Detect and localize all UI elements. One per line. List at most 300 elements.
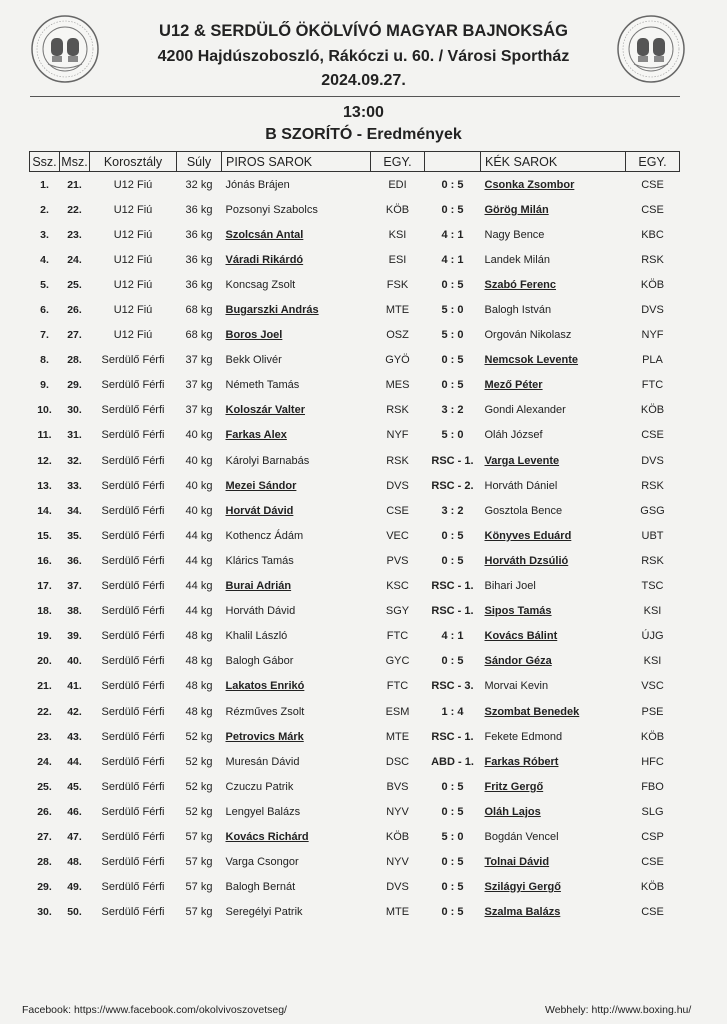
- row-age-class: Serdülő Férfi: [101, 504, 165, 517]
- red-corner-club: KÖB: [385, 203, 410, 216]
- row-msz: 36.: [67, 554, 82, 567]
- table-row: [30, 649, 680, 674]
- blue-corner-club: RSK: [641, 554, 664, 567]
- bout-result: 0 : 5: [441, 906, 464, 919]
- blue-corner-club: KÖB: [640, 404, 665, 417]
- table-row: [30, 774, 680, 799]
- row-age-class: Serdülő Férfi: [101, 554, 165, 567]
- table-header-row: [30, 152, 680, 172]
- row-age-class: Serdülő Férfi: [101, 805, 165, 818]
- row-msz: 25.: [67, 278, 82, 291]
- bout-result: 4 : 1: [441, 253, 464, 266]
- row-age-class: Serdülő Férfi: [101, 856, 165, 869]
- blue-corner-name: Gondi Alexander: [484, 404, 566, 417]
- red-corner-name: Czuczu Patrik: [225, 780, 294, 793]
- row-age-class: Serdülő Férfi: [101, 379, 165, 392]
- red-corner-name: Bekk Olivér: [225, 354, 282, 367]
- row-ssz: 14.: [37, 504, 52, 517]
- col-age: Korosztály: [90, 152, 177, 172]
- bout-result: 0 : 5: [441, 881, 464, 894]
- row-weight: 40 kg: [185, 454, 213, 467]
- red-corner-name: Lengyel Balázs: [225, 805, 301, 818]
- blue-corner-name: Szabó Ferenc: [484, 278, 557, 291]
- table-row: [30, 197, 680, 222]
- blue-corner-name: Horváth Dániel: [484, 479, 558, 492]
- row-weight: 52 kg: [185, 730, 213, 743]
- red-corner-name: Rézműves Zsolt: [225, 705, 305, 718]
- red-corner-club: MTE: [385, 304, 410, 317]
- row-msz: 40.: [67, 655, 82, 668]
- blue-corner-club: ÚJG: [641, 630, 664, 643]
- red-corner-name: Lakatos Enrikó: [225, 680, 305, 693]
- row-weight: 37 kg: [185, 354, 213, 367]
- blue-corner-club: KÖB: [640, 278, 665, 291]
- red-corner-club: RSK: [386, 454, 409, 467]
- red-corner-club: EDI: [388, 178, 407, 191]
- row-weight: 40 kg: [185, 504, 213, 517]
- blue-corner-name: Mező Péter: [484, 379, 543, 392]
- bout-result: 0 : 5: [441, 805, 464, 818]
- red-corner-club: BVS: [386, 780, 409, 793]
- row-ssz: 26.: [37, 805, 52, 818]
- row-msz: 46.: [67, 805, 82, 818]
- row-ssz: 23.: [37, 730, 52, 743]
- bout-result: 0 : 5: [441, 655, 464, 668]
- row-msz: 38.: [67, 605, 82, 618]
- row-age-class: Serdülő Férfi: [101, 630, 165, 643]
- col-weight: Súly: [177, 152, 222, 172]
- blue-corner-club: PLA: [642, 354, 663, 367]
- red-corner-name: Horvát Dávid: [225, 504, 294, 517]
- row-msz: 30.: [67, 404, 82, 417]
- row-ssz: 25.: [37, 780, 52, 793]
- bout-result: 0 : 5: [441, 379, 464, 392]
- row-age-class: Serdülő Férfi: [101, 404, 165, 417]
- bout-result: RSC - 3.: [431, 680, 474, 693]
- red-corner-name: Kothencz Ádám: [225, 529, 304, 542]
- red-corner-name: Szolcsán Antal: [225, 228, 304, 241]
- blue-corner-name: Kovács Bálint: [484, 630, 558, 643]
- blue-corner-name: Tolnai Dávid: [484, 856, 550, 869]
- red-corner-club: NYF: [386, 429, 409, 442]
- table-row: [30, 674, 680, 699]
- blue-corner-name: Balogh István: [484, 304, 552, 317]
- row-age-class: U12 Fiú: [113, 304, 153, 317]
- red-corner-club: KSC: [386, 580, 409, 593]
- blue-corner-club: KSI: [643, 605, 662, 618]
- venue-address: 4200 Hajdúszoboszló, Rákóczi u. 60. / Városi Sportház: [157, 48, 570, 65]
- blue-corner-club: KSI: [643, 655, 662, 668]
- row-msz: 26.: [67, 304, 82, 317]
- table-row: [30, 699, 680, 724]
- blue-corner-name: Görög Milán: [484, 203, 549, 216]
- row-ssz: 12.: [37, 454, 52, 467]
- red-corner-name: Horváth Dávid: [225, 605, 296, 618]
- row-weight: 37 kg: [185, 404, 213, 417]
- row-age-class: U12 Fiú: [113, 253, 153, 266]
- row-weight: 40 kg: [185, 429, 213, 442]
- row-msz: 27.: [67, 329, 82, 342]
- red-corner-name: Kovács Richárd: [225, 830, 309, 843]
- row-weight: 36 kg: [185, 278, 213, 291]
- red-corner-name: Muresán Dávid: [225, 755, 300, 768]
- blue-corner-name: Oláh Lajos: [484, 805, 541, 818]
- row-ssz: 10.: [37, 404, 52, 417]
- row-msz: 28.: [67, 354, 82, 367]
- row-msz: 49.: [67, 881, 82, 894]
- row-ssz: 29.: [37, 881, 52, 894]
- row-age-class: Serdülő Férfi: [101, 881, 165, 894]
- red-corner-club: SGY: [385, 605, 410, 618]
- table-row: [30, 498, 680, 523]
- blue-corner-name: Oláh József: [484, 429, 543, 442]
- row-ssz: 17.: [37, 580, 52, 593]
- blue-corner-club: CSE: [641, 429, 664, 442]
- red-corner-club: PVS: [386, 554, 409, 567]
- row-msz: 45.: [67, 780, 82, 793]
- col-ssz: Ssz.: [30, 152, 60, 172]
- blue-corner-club: NYF: [641, 329, 664, 342]
- blue-corner-club: CSE: [641, 203, 664, 216]
- red-corner-name: Koncsag Zsolt: [225, 278, 296, 291]
- table-row: [30, 222, 680, 247]
- bout-result: 4 : 1: [441, 630, 464, 643]
- table-row: [30, 900, 680, 925]
- red-corner-name: Németh Tamás: [225, 379, 300, 392]
- row-ssz: 6.: [40, 304, 49, 317]
- red-corner-club: KÖB: [385, 830, 410, 843]
- red-corner-name: Balogh Gábor: [225, 655, 294, 668]
- blue-corner-club: SLG: [641, 805, 664, 818]
- row-weight: 57 kg: [185, 881, 213, 894]
- row-ssz: 16.: [37, 554, 52, 567]
- blue-corner-club: GSG: [640, 504, 665, 517]
- table-row: [30, 272, 680, 297]
- row-msz: 22.: [67, 203, 82, 216]
- red-corner-club: GYÖ: [385, 354, 410, 367]
- bout-result: ABD - 1.: [431, 755, 474, 768]
- bout-result: 0 : 5: [441, 203, 464, 216]
- event-date: 2024.09.27.: [321, 72, 406, 89]
- row-ssz: 27.: [37, 830, 52, 843]
- col-blue-club: EGY.: [626, 152, 680, 172]
- bout-result: 0 : 5: [441, 780, 464, 793]
- row-weight: 36 kg: [185, 203, 213, 216]
- bout-result: RSC - 2.: [431, 479, 474, 492]
- row-ssz: 1.: [40, 178, 49, 191]
- red-corner-name: Khalil László: [225, 630, 288, 643]
- row-msz: 35.: [67, 529, 82, 542]
- blue-corner-club: TSC: [641, 580, 664, 593]
- blue-corner-club: RSK: [641, 479, 664, 492]
- row-age-class: Serdülő Férfi: [101, 454, 165, 467]
- bout-result: 4 : 1: [441, 228, 464, 241]
- bout-result: 0 : 5: [441, 856, 464, 869]
- bout-result: 5 : 0: [441, 429, 464, 442]
- blue-corner-name: Gosztola Bence: [484, 504, 563, 517]
- row-age-class: U12 Fiú: [113, 329, 153, 342]
- table-row: [30, 624, 680, 649]
- blue-corner-club: DVS: [641, 304, 664, 317]
- row-ssz: 9.: [40, 379, 49, 392]
- row-weight: 36 kg: [185, 253, 213, 266]
- blue-corner-name: Szilágyi Gergő: [484, 881, 561, 894]
- row-age-class: Serdülő Férfi: [101, 479, 165, 492]
- row-ssz: 8.: [40, 354, 49, 367]
- table-row: [30, 373, 680, 398]
- bout-result: 0 : 5: [441, 354, 464, 367]
- row-age-class: Serdülő Férfi: [101, 906, 165, 919]
- row-msz: 24.: [67, 253, 82, 266]
- row-ssz: 2.: [40, 203, 49, 216]
- blue-corner-club: CSP: [641, 830, 664, 843]
- red-corner-name: Károlyi Barnabás: [225, 454, 310, 467]
- table-row: [30, 423, 680, 448]
- bout-result: 5 : 0: [441, 329, 464, 342]
- blue-corner-club: UBT: [641, 529, 664, 542]
- red-corner-club: FTC: [386, 630, 409, 643]
- row-weight: 44 kg: [185, 529, 213, 542]
- table-row: [30, 824, 680, 849]
- bout-result: 1 : 4: [441, 705, 464, 718]
- row-msz: 41.: [67, 680, 82, 693]
- col-msz: Msz.: [60, 152, 90, 172]
- blue-corner-name: Varga Levente: [484, 454, 560, 467]
- row-weight: 48 kg: [185, 705, 213, 718]
- row-msz: 37.: [67, 580, 82, 593]
- blue-corner-name: Fekete Edmond: [484, 730, 563, 743]
- red-corner-name: Balogh Bernát: [225, 881, 296, 894]
- red-corner-club: DSC: [385, 755, 410, 768]
- red-corner-club: KSI: [388, 228, 407, 241]
- red-corner-club: VEC: [386, 529, 409, 542]
- table-row: [30, 473, 680, 498]
- row-age-class: Serdülő Férfi: [101, 605, 165, 618]
- blue-corner-name: Nagy Bence: [484, 228, 545, 241]
- row-msz: 33.: [67, 479, 82, 492]
- blue-corner-club: CSE: [641, 178, 664, 191]
- row-ssz: 22.: [37, 705, 52, 718]
- blue-corner-club: KBC: [641, 228, 664, 241]
- blue-corner-name: Nemcsok Levente: [484, 354, 579, 367]
- blue-corner-club: VSC: [641, 680, 664, 693]
- row-weight: 48 kg: [185, 655, 213, 668]
- bout-result: 0 : 5: [441, 529, 464, 542]
- row-age-class: Serdülő Férfi: [101, 830, 165, 843]
- table-row: [30, 574, 680, 599]
- row-msz: 44.: [67, 755, 82, 768]
- row-age-class: U12 Fiú: [113, 203, 153, 216]
- table-row: [30, 297, 680, 322]
- table-row: [30, 548, 680, 573]
- row-ssz: 20.: [37, 655, 52, 668]
- row-weight: 57 kg: [185, 906, 213, 919]
- row-age-class: U12 Fiú: [113, 278, 153, 291]
- blue-corner-name: Bogdán Vencel: [484, 830, 559, 843]
- bout-result: 0 : 5: [441, 554, 464, 567]
- row-age-class: Serdülő Férfi: [101, 580, 165, 593]
- row-msz: 23.: [67, 228, 82, 241]
- row-age-class: Serdülő Férfi: [101, 730, 165, 743]
- footer-facebook: Facebook: https://www.facebook.com/okolvivoszovetseg/: [22, 1004, 287, 1016]
- row-msz: 47.: [67, 830, 82, 843]
- blue-corner-name: Landek Milán: [484, 253, 550, 266]
- row-weight: 44 kg: [185, 605, 213, 618]
- red-corner-club: MTE: [385, 730, 410, 743]
- red-corner-name: Burai Adrián: [225, 580, 292, 593]
- table-row: [30, 599, 680, 624]
- blue-corner-name: Sándor Géza: [484, 655, 552, 668]
- bout-result: 0 : 5: [441, 178, 464, 191]
- row-age-class: Serdülő Férfi: [101, 755, 165, 768]
- table-row: [30, 875, 680, 900]
- row-weight: 40 kg: [185, 479, 213, 492]
- red-corner-club: FTC: [386, 680, 409, 693]
- red-corner-club: MTE: [385, 906, 410, 919]
- row-msz: 31.: [67, 429, 82, 442]
- row-msz: 48.: [67, 856, 82, 869]
- row-msz: 29.: [67, 379, 82, 392]
- row-weight: 48 kg: [185, 680, 213, 693]
- blue-corner-name: Sipos Tamás: [484, 605, 552, 618]
- blue-corner-name: Farkas Róbert: [484, 755, 559, 768]
- row-ssz: 24.: [37, 755, 52, 768]
- row-msz: 21.: [67, 178, 82, 191]
- blue-corner-club: CSE: [641, 906, 664, 919]
- red-corner-name: Váradi Rikárdó: [225, 253, 304, 266]
- row-ssz: 7.: [40, 329, 49, 342]
- row-age-class: U12 Fiú: [113, 228, 153, 241]
- table-row: [30, 724, 680, 749]
- bout-result: RSC - 1.: [431, 605, 474, 618]
- table-row: [30, 523, 680, 548]
- bout-result: 5 : 0: [441, 304, 464, 317]
- bout-result: 0 : 5: [441, 278, 464, 291]
- row-msz: 32.: [67, 454, 82, 467]
- championship-title: U12 & SERDÜLŐ ÖKÖLVÍVÓ MAGYAR BAJNOKSÁG: [159, 22, 568, 40]
- blue-corner-name: Csonka Zsombor: [484, 178, 575, 191]
- red-corner-club: ESM: [385, 705, 410, 718]
- row-msz: 50.: [67, 906, 82, 919]
- col-result: [425, 152, 481, 172]
- row-msz: 42.: [67, 705, 82, 718]
- row-weight: 68 kg: [185, 304, 213, 317]
- red-corner-name: Jónás Brájen: [225, 178, 290, 191]
- red-corner-club: MES: [385, 379, 410, 392]
- red-corner-club: GYC: [385, 655, 410, 668]
- row-weight: 36 kg: [185, 228, 213, 241]
- blue-corner-name: Morvai Kevin: [484, 680, 549, 693]
- row-weight: 68 kg: [185, 329, 213, 342]
- header-divider: [30, 96, 680, 97]
- table-row: [30, 850, 680, 875]
- red-corner-name: Seregélyi Patrik: [225, 906, 303, 919]
- row-age-class: Serdülő Férfi: [101, 705, 165, 718]
- table-row: [30, 799, 680, 824]
- table-row: [30, 448, 680, 473]
- row-age-class: Serdülő Férfi: [101, 780, 165, 793]
- row-ssz: 5.: [40, 278, 49, 291]
- session-time: 13:00: [343, 104, 384, 121]
- red-corner-name: Mezei Sándor: [225, 479, 297, 492]
- row-age-class: Serdülő Férfi: [101, 680, 165, 693]
- table-row: [30, 398, 680, 423]
- row-age-class: U12 Fiú: [113, 178, 153, 191]
- red-corner-name: Klárics Tamás: [225, 554, 294, 567]
- row-weight: 32 kg: [185, 178, 213, 191]
- row-ssz: 28.: [37, 856, 52, 869]
- row-weight: 52 kg: [185, 755, 213, 768]
- row-ssz: 11.: [37, 429, 52, 442]
- red-corner-name: Petrovics Márk: [225, 730, 304, 743]
- blue-corner-club: KÖB: [640, 730, 665, 743]
- row-weight: 44 kg: [185, 580, 213, 593]
- blue-corner-club: DVS: [641, 454, 664, 467]
- blue-corner-club: FTC: [641, 379, 664, 392]
- red-corner-name: Pozsonyi Szabolcs: [225, 203, 318, 216]
- row-ssz: 30.: [37, 906, 52, 919]
- red-corner-club: OSZ: [386, 329, 409, 342]
- row-weight: 52 kg: [185, 805, 213, 818]
- row-msz: 34.: [67, 504, 82, 517]
- table-row: [30, 172, 680, 198]
- bout-result: RSC - 1.: [431, 580, 474, 593]
- red-corner-name: Koloszár Valter: [225, 404, 305, 417]
- row-ssz: 21.: [37, 680, 52, 693]
- blue-corner-name: Bihari Joel: [484, 580, 536, 593]
- table-row: [30, 348, 680, 373]
- table-row: [30, 247, 680, 272]
- results-table: [29, 151, 680, 925]
- red-corner-club: NYV: [386, 856, 409, 869]
- results-subtitle: B SZORÍTÓ - Eredmények: [265, 126, 462, 143]
- row-weight: 37 kg: [185, 379, 213, 392]
- col-blue-corner: KÉK SAROK: [481, 152, 626, 172]
- row-weight: 44 kg: [185, 554, 213, 567]
- blue-corner-name: Orgován Nikolasz: [484, 329, 572, 342]
- blue-corner-club: KÖB: [640, 881, 665, 894]
- row-age-class: Serdülő Férfi: [101, 529, 165, 542]
- row-weight: 52 kg: [185, 780, 213, 793]
- blue-corner-club: PSE: [641, 705, 664, 718]
- red-corner-club: ESI: [388, 253, 407, 266]
- red-corner-name: Farkas Alex: [225, 429, 287, 442]
- red-corner-club: DVS: [386, 881, 409, 894]
- blue-corner-club: RSK: [641, 253, 664, 266]
- blue-corner-club: FBO: [641, 780, 664, 793]
- red-corner-club: DVS: [386, 479, 409, 492]
- col-red-corner: PIROS SAROK: [222, 152, 371, 172]
- blue-corner-name: Horváth Dzsúlió: [484, 554, 569, 567]
- blue-corner-name: Könyves Eduárd: [484, 529, 572, 542]
- red-corner-club: NYV: [386, 805, 409, 818]
- blue-corner-club: CSE: [641, 856, 664, 869]
- bout-result: RSC - 1.: [431, 454, 474, 467]
- blue-corner-club: HFC: [641, 755, 664, 768]
- red-corner-name: Varga Csongor: [225, 856, 299, 869]
- row-ssz: 4.: [40, 253, 49, 266]
- row-ssz: 18.: [37, 605, 52, 618]
- table-row: [30, 323, 680, 348]
- row-msz: 39.: [67, 630, 82, 643]
- red-corner-club: RSK: [386, 404, 409, 417]
- col-red-club: EGY.: [371, 152, 425, 172]
- row-age-class: Serdülő Férfi: [101, 655, 165, 668]
- red-corner-name: Bugarszki András: [225, 304, 319, 317]
- row-age-class: Serdülő Férfi: [101, 429, 165, 442]
- row-ssz: 3.: [40, 228, 49, 241]
- table-row: [30, 749, 680, 774]
